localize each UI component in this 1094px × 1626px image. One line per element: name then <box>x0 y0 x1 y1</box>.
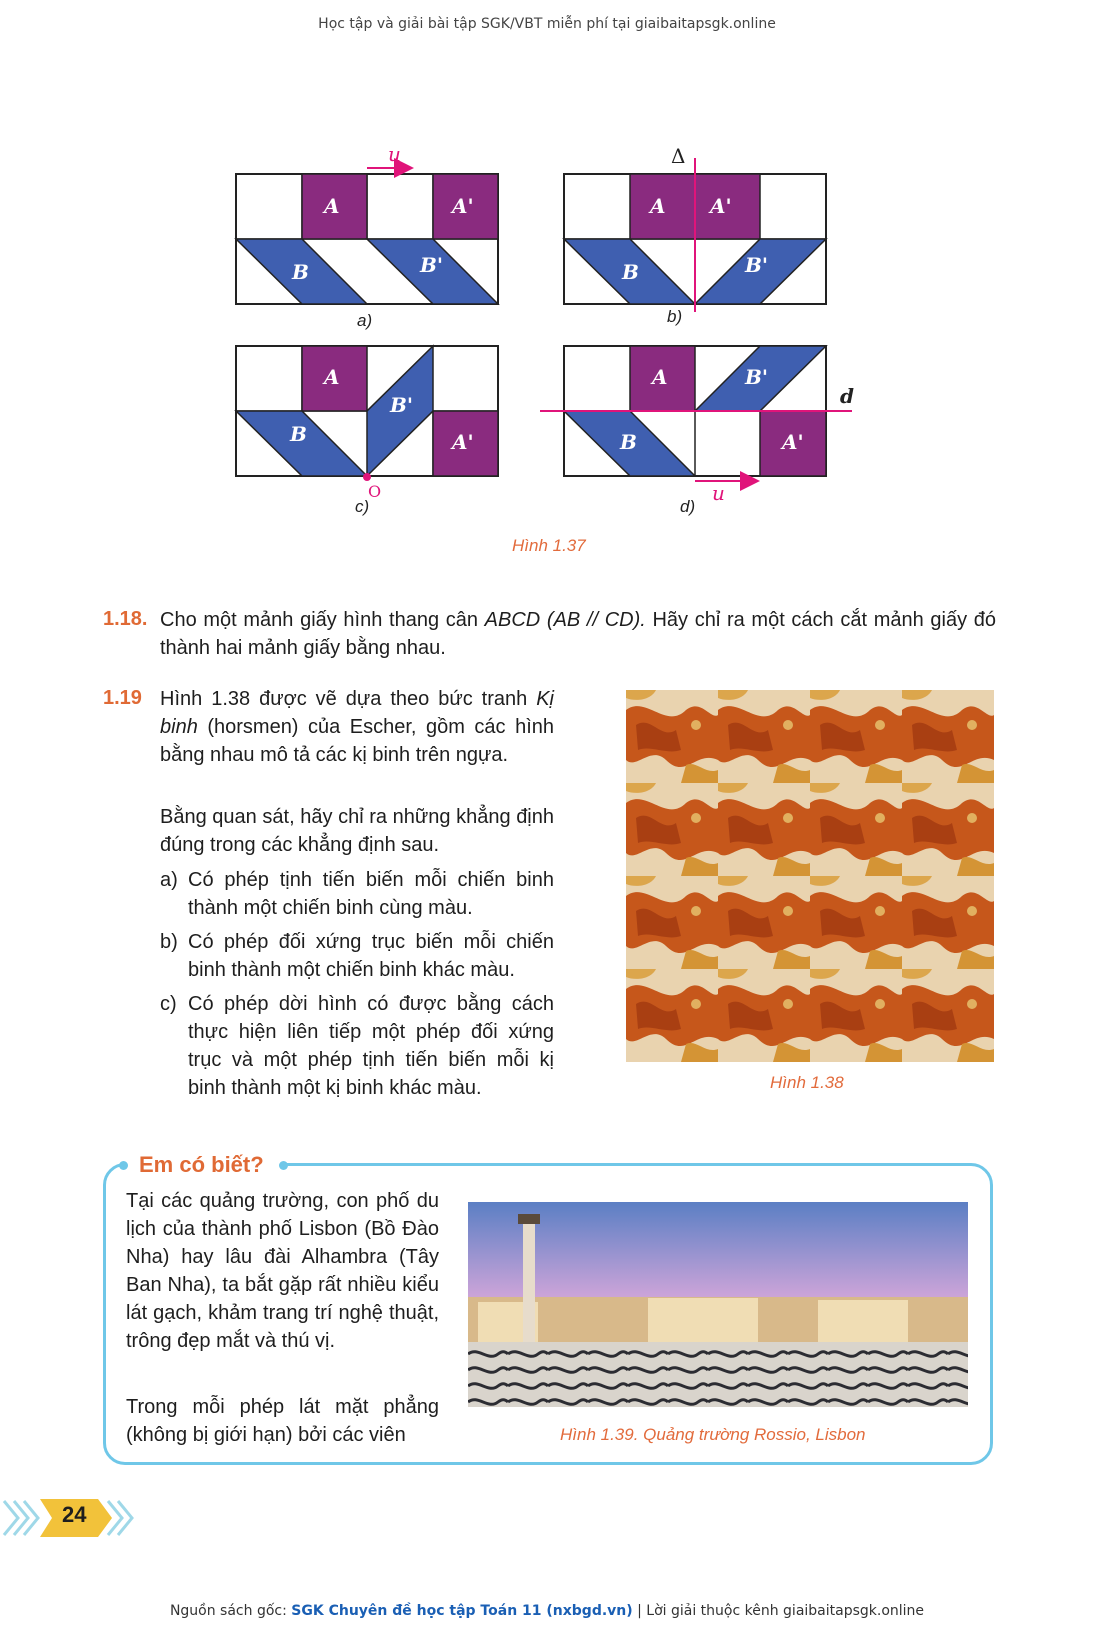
vector-u-a: u <box>388 142 401 166</box>
label-c-A-prime: A' <box>452 430 474 454</box>
figure-1-37-caption: Hình 1.37 <box>512 536 586 555</box>
exercise-1-19-intro: Hình 1.38 được vẽ dựa theo bức tranh Kị binh (horsmen) của Escher, gồm các hình bằng nhau mô tả các kị binh trên ngựa. <box>160 688 554 766</box>
caption-b: b) <box>667 307 683 326</box>
page-number: 24 <box>62 1502 87 1527</box>
source-link[interactable]: SGK Chuyên đề học tập Toán 11 (nxbgd.vn) <box>291 1603 633 1619</box>
figure-1-39-caption: Hình 1.39. Quảng trường Rossio, Lisbon <box>560 1425 866 1444</box>
figure-1-37 <box>0 130 1094 516</box>
rossio-square-photo <box>468 1202 968 1407</box>
did-you-know-title-wrap <box>125 1150 282 1180</box>
label-d-B: B <box>620 430 637 454</box>
item-b-label: b) <box>160 931 178 953</box>
point-o: O <box>368 482 382 501</box>
panel-a <box>236 168 498 304</box>
page-header: Học tập và giải bài tập SGK/VBT miễn phí tại giaibaitapsgk.online <box>318 16 776 32</box>
did-you-know-title: Em có biết? <box>139 1152 264 1177</box>
item-c-text: Có phép dời hình có được bằng cách thực hiện liên tiếp một phép đối xứng trục và một phép tịnh tiến biến mỗi kị binh thành một kị binh khác màu. <box>188 993 554 1099</box>
item-c-label: c) <box>160 993 177 1015</box>
label-a-A-prime: A' <box>452 194 474 218</box>
figure-1-38-caption: Hình 1.38 <box>770 1073 844 1092</box>
panel-d <box>540 346 852 481</box>
panel-b <box>564 158 826 312</box>
label-b-A-prime: A' <box>710 194 732 218</box>
vector-u-d: u <box>712 481 725 505</box>
item-b-text: Có phép đối xứng trục biến mỗi chiến binh thành một chiến binh khác màu. <box>188 931 554 981</box>
axis-delta: Δ <box>671 144 686 168</box>
item-a-label: a) <box>160 869 178 891</box>
did-you-know-para-1: Tại các quảng trường, con phố du lịch của thành phố Lisbon (Bồ Đào Nha) hay lâu đài Alhambra (Tây Ban Nha), ta bắt gặp rất nhiều kiểu lát gạch, khảm trang trí nghệ thuật, trông đẹp mắt và thú vị. <box>126 1190 439 1352</box>
exercise-1-18-number: 1.18. <box>103 608 148 630</box>
label-c-B-prime: B' <box>390 393 414 417</box>
label-b-B-prime: B' <box>745 253 769 277</box>
label-d-A-prime: A' <box>782 430 804 454</box>
label-b-A: A <box>650 194 666 218</box>
horsemen-tessellation-image <box>626 690 994 1062</box>
page-footer: Nguồn sách gốc: SGK Chuyên đề học tập Toán 11 (nxbgd.vn) | Lời giải thuộc kênh giaibaitapsgk.online <box>169 1603 925 1619</box>
label-c-A: A <box>324 365 340 389</box>
caption-a: a) <box>357 311 373 330</box>
label-a-B-prime: B' <box>420 253 444 277</box>
exercise-1-18-text: Cho một mảnh giấy hình thang cân ABCD (AB // CD). Hãy chỉ ra một cách cắt mảnh giấy đó thành hai mảnh giấy bằng nhau. <box>160 609 996 659</box>
did-you-know-para-2: Trong mỗi phép lát mặt phẳng (không bị giới hạn) bởi các viên <box>126 1396 439 1446</box>
label-d-B-prime: B' <box>745 365 769 389</box>
line-d-label: d <box>840 384 854 408</box>
label-c-B: B <box>290 422 307 446</box>
label-d-A: A <box>652 365 668 389</box>
exercise-1-19-prompt: Bằng quan sát, hãy chỉ ra những khẳng định đúng trong các khẳng định sau. <box>160 806 554 856</box>
label-a-A: A <box>324 194 340 218</box>
panel-c <box>236 346 498 481</box>
label-a-B: B <box>292 260 309 284</box>
caption-d: d) <box>680 497 696 516</box>
label-b-B: B <box>622 260 639 284</box>
caption-c: c) <box>355 497 370 516</box>
item-a-text: Có phép tịnh tiến biến mỗi chiến binh thành một chiến binh cùng màu. <box>188 869 554 919</box>
exercise-1-19-number: 1.19 <box>103 687 142 709</box>
